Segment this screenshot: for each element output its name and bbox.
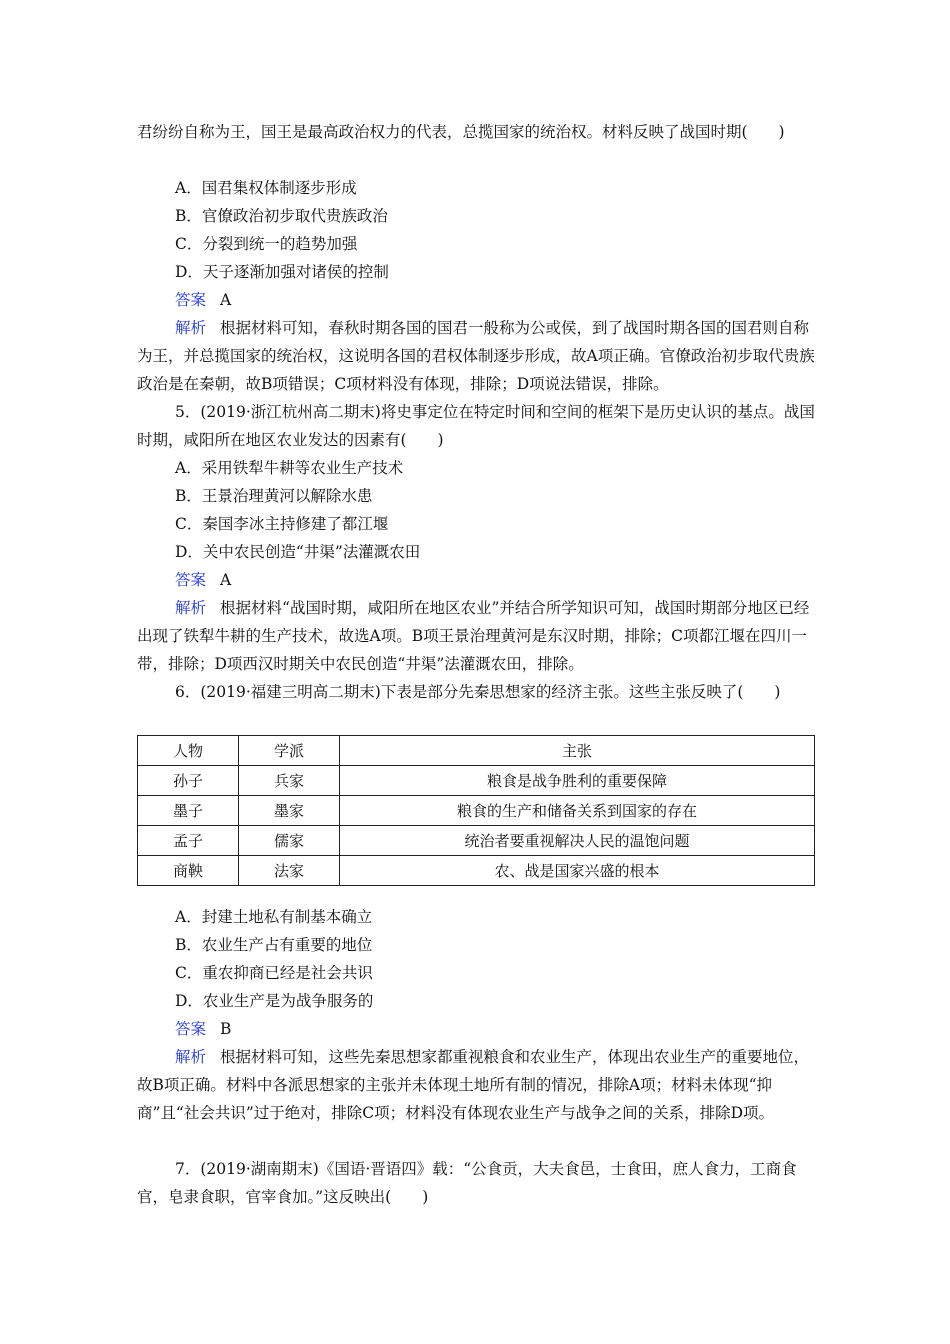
q6-option-b: B．农业生产占有重要的地位 [175,936,373,954]
table-cell: 兵家 [239,766,340,796]
table-row [138,766,815,796]
table-cell: 法家 [239,856,340,886]
analysis-label: 解析 [175,319,207,337]
answer-label: 答案 [175,291,207,309]
analysis-label: 解析 [175,1048,207,1066]
q6-stem: 6．(2019·福建三明高二期末)下表是部分先秦思想家的经济主张。这些主张反映了( ) [175,683,781,701]
analysis-text: 根据材料可知，这些先秦思想家都重视粮食和农业生产，体现出农业生产的重要地位，故B项正确。材料中各派思想家的主张并未体现土地所有制的情况，排除A项；材料未体现“抑商”且“社会共识”过于绝对，排除C项；材料没有体现农业生产与战争之间的关系，排除D项。 [137,1048,810,1122]
table-cell: 孟子 [138,826,239,856]
table-cell: 儒家 [239,826,340,856]
q4-option-a: A．国君集权体制逐步形成 [175,179,357,197]
table-header-row [138,736,815,766]
q4-stem: 君纷纷自称为王，国王是最高政治权力的代表，总揽国家的统治权。材料反映了战国时期( ) [137,123,785,141]
analysis-text: 根据材料“战国时期，咸阳所在地区农业”并结合所学知识可知，战国时期部分地区已经出现了铁犁牛耕的生产技术，故选A项。B项王景治理黄河是东汉时期，排除；C项都江堰在四川一带，排除；D项西汉时期关中农民创造“井渠”法灌溉农田，排除。 [137,599,810,673]
answer-value: A [220,291,232,309]
q5-option-c: C．秦国李冰主持修建了都江堰 [175,515,389,533]
q5-stem: 5．(2019·浙江杭州高二期末)将史事定位在特定时间和空间的框架下是历史认识的基点。战国时期，咸阳所在地区农业发达的因素有( ) [137,403,815,449]
table-cell: 农、战是国家兴盛的根本 [340,856,815,886]
q4-option-b: B．官僚政治初步取代贵族政治 [175,207,388,225]
answer-label: 答案 [175,571,207,589]
table-row [138,796,815,826]
q5-option-a: A．采用铁犁牛耕等农业生产技术 [175,459,404,477]
q5-analysis [137,594,817,678]
table-cell: 统治者要重视解决人民的温饱问题 [340,826,815,856]
analysis-text: 根据材料可知，春秋时期各国的国君一般称为公或侯，到了战国时期各国的国君则自称为王，并总揽国家的统治权，这说明各国的君权体制逐步形成，故A项正确。官僚政治初步取代贵族政治是在秦朝，故B项错误；C项材料没有体现，排除；D项说法错误，排除。 [137,319,815,393]
table-header-cell: 学派 [239,736,340,766]
q4-answer [175,286,231,314]
q6-answer [175,1015,231,1043]
q5-option-b: B．王景治理黄河以解除水患 [175,487,373,505]
table-cell: 粮食是战争胜利的重要保障 [340,766,815,796]
table-cell: 商鞅 [138,856,239,886]
q4-option-d: D．天子逐渐加强对诸侯的控制 [175,263,389,281]
table-cell: 粮食的生产和储备关系到国家的存在 [340,796,815,826]
q6-option-c: C．重农抑商已经是社会共识 [175,964,373,982]
answer-value: B [220,1020,232,1038]
q4-option-c: C．分裂到统一的趋势加强 [175,235,358,253]
q6-option-a: A．封建土地私有制基本确立 [175,908,373,926]
q6-option-d: D．农业生产是为战争服务的 [175,992,374,1010]
table-cell: 孙子 [138,766,239,796]
answer-label: 答案 [175,1020,207,1038]
table-cell: 墨子 [138,796,239,826]
table-row [138,826,815,856]
table-header-cell: 主张 [340,736,815,766]
table-header-cell: 人物 [138,736,239,766]
q4-analysis [137,314,817,398]
q5-answer [175,566,231,594]
q5-option-d: D．关中农民创造“井渠”法灌溉农田 [175,543,421,561]
table-row [138,856,815,886]
q6-table [137,735,815,886]
answer-value: A [220,571,232,589]
table-cell: 墨家 [239,796,340,826]
analysis-label: 解析 [175,599,207,617]
q6-analysis [137,1043,817,1127]
q7-stem: 7．(2019·湖南期末)《国语·晋语四》载：“公食贡，大夫食邑，士食田，庶人食力，工商食官，皂隶食职，官宰食加。”这反映出( ) [137,1160,797,1206]
